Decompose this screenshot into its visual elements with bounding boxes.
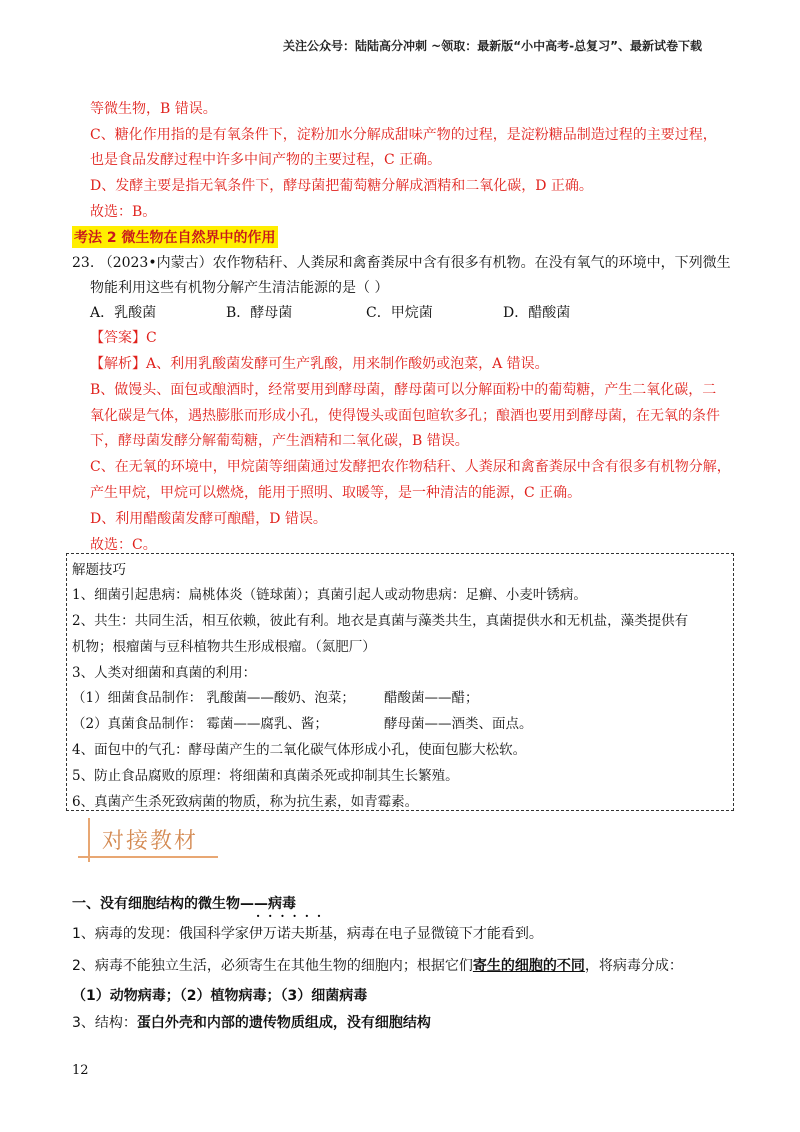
analysis-line-3: 氧化碳是气体，遇热膨胀而形成小孔，使得馒头或面包暄软多孔；酿酒也要用到酵母菌，在无氧的条件 bbox=[90, 408, 720, 424]
page-number: 12 bbox=[72, 1063, 89, 1078]
tip-3-1b: 醋酸菌——醋； bbox=[384, 690, 479, 706]
virus-types: （1）动物病毒；（2）植物病毒；（3）细菌病毒 bbox=[72, 988, 368, 1004]
option-d: D．醋酸菌 bbox=[503, 305, 571, 321]
textbook-para-2 bbox=[72, 955, 683, 975]
prev-line-4: D、发酵主要是指无氧条件下，酵母菌把葡萄糖分解成酒精和二氧化碳，D 正确。 bbox=[90, 178, 593, 194]
tip-3-2: （2）真菌食品制作： 霉菌——腐乳、酱； bbox=[72, 716, 328, 732]
textbook-heading: 一、没有细胞结构的微生物——病毒 bbox=[72, 896, 296, 912]
tip-3-1: （1）细菌食品制作： 乳酸菌——酸奶、泡菜； bbox=[72, 690, 355, 706]
analysis-line-2: B、做馒头、面包或酿酒时，经常要用到酵母菌，酵母菌可以分解面粉中的葡萄糖，产生二氧化碳，二 bbox=[90, 382, 717, 398]
emphasis-dots: ······ bbox=[256, 909, 330, 923]
tip-5: 5、防止食品腐败的原理：将细菌和真菌杀死或抑制其生长繁殖。 bbox=[72, 768, 459, 784]
option-a: A．乳酸菌 bbox=[90, 305, 157, 321]
para-2-underlined: 寄生的细胞的不同 bbox=[472, 958, 585, 974]
tips-title: 解题技巧 bbox=[72, 562, 126, 578]
kaofa-heading: 考法 2 微生物在自然界中的作用 bbox=[72, 226, 278, 248]
tip-4: 4、面包中的气孔：酵母菌产生的二氧化碳气体形成小孔，使面包膨大松软。 bbox=[72, 742, 527, 758]
option-b: B．酵母菌 bbox=[226, 305, 293, 321]
section-banner bbox=[78, 818, 218, 862]
prev-line-3: 也是食品发酵过程中许多中间产物的主要过程，C 正确。 bbox=[90, 152, 442, 168]
tip-2-cont: 机物；根瘤菌与豆科植物共生形成根瘤。（氮肥厂） bbox=[72, 639, 376, 655]
textbook-para-1: 1、病毒的发现：俄国科学家伊万诺夫斯基，病毒在电子显微镜下才能看到。 bbox=[72, 926, 543, 942]
analysis-line-5: C、在无氧的环境中，甲烷菌等细菌通过发酵把农作物秸秆、人粪尿和禽畜粪尿中含有很多有机物分解， bbox=[90, 459, 731, 475]
para-3-bold: 蛋白外壳和内部的遗传物质组成，没有细胞结构 bbox=[136, 1015, 431, 1031]
textbook-para-3 bbox=[72, 1012, 431, 1032]
question-23-line-1: 23. （2023•内蒙古）农作物秸秆、人粪尿和禽畜粪尿中含有很多有机物。在没有氧气的环境中，下列微生 bbox=[72, 255, 731, 271]
tip-6: 6、真菌产生杀死致病菌的物质，称为抗生素，如青霉素。 bbox=[72, 794, 419, 810]
section-title: 对接教材 bbox=[102, 829, 199, 854]
tip-3: 3、人类对细菌和真菌的利用： bbox=[72, 665, 257, 681]
tip-1: 1、细菌引起患病：扁桃体炎（链球菌）；真菌引起人或动物患病：足癣、小麦叶锈病。 bbox=[72, 587, 587, 603]
para-2-text-a: 2、病毒不能独立生活，必须寄生在其他生物的细胞内；根据它们 bbox=[72, 958, 473, 974]
analysis-line-6: 产生甲烷，甲烷可以燃烧，能用于照明、取暖等，是一种清洁的能源，C 正确。 bbox=[90, 485, 582, 501]
analysis-line-7: D、利用醋酸菌发酵可酿醋，D 错误。 bbox=[90, 511, 327, 527]
option-c: C．甲烷菌 bbox=[366, 305, 433, 321]
para-2-text-c: ，将病毒分成： bbox=[584, 958, 683, 974]
para-3-text-a: 3、结构： bbox=[72, 1015, 137, 1031]
analysis-line-1: 【解析】A、利用乳酸菌发酵可生产乳酸，用来制作酸奶或泡菜，A 错误。 bbox=[90, 356, 549, 372]
tip-3-2b: 酵母菌——酒类、面点。 bbox=[384, 716, 533, 732]
question-23-line-2: 物能利用这些有机物分解产生清洁能源的是（ ） bbox=[90, 280, 389, 296]
prev-line-1: 等微生物，B 错误。 bbox=[90, 101, 217, 117]
prev-line-5: 故选：B。 bbox=[90, 204, 157, 220]
page-header: 关注公众号：陆陆高分冲刺 ~领取：最新版“小中高考-总复习”、最新试卷下载 bbox=[283, 39, 702, 53]
analysis-line-8: 故选：C。 bbox=[90, 537, 157, 553]
tip-2: 2、共生：共同生活，相互依赖，彼此有利。地衣是真菌与藻类共生，真菌提供水和无机盐，藻类提供有 bbox=[72, 613, 689, 629]
answer: 【答案】C bbox=[90, 330, 157, 346]
banner-horizontal-rule bbox=[78, 856, 218, 858]
analysis-line-4: 下，酵母菌发酵分解葡萄糖，产生酒精和二氧化碳，B 错误。 bbox=[90, 433, 469, 449]
prev-line-2: C、糖化作用指的是有氧条件下，淀粉加水分解成甜味产物的过程，是淀粉糖品制造过程的主要过程， bbox=[90, 127, 717, 143]
